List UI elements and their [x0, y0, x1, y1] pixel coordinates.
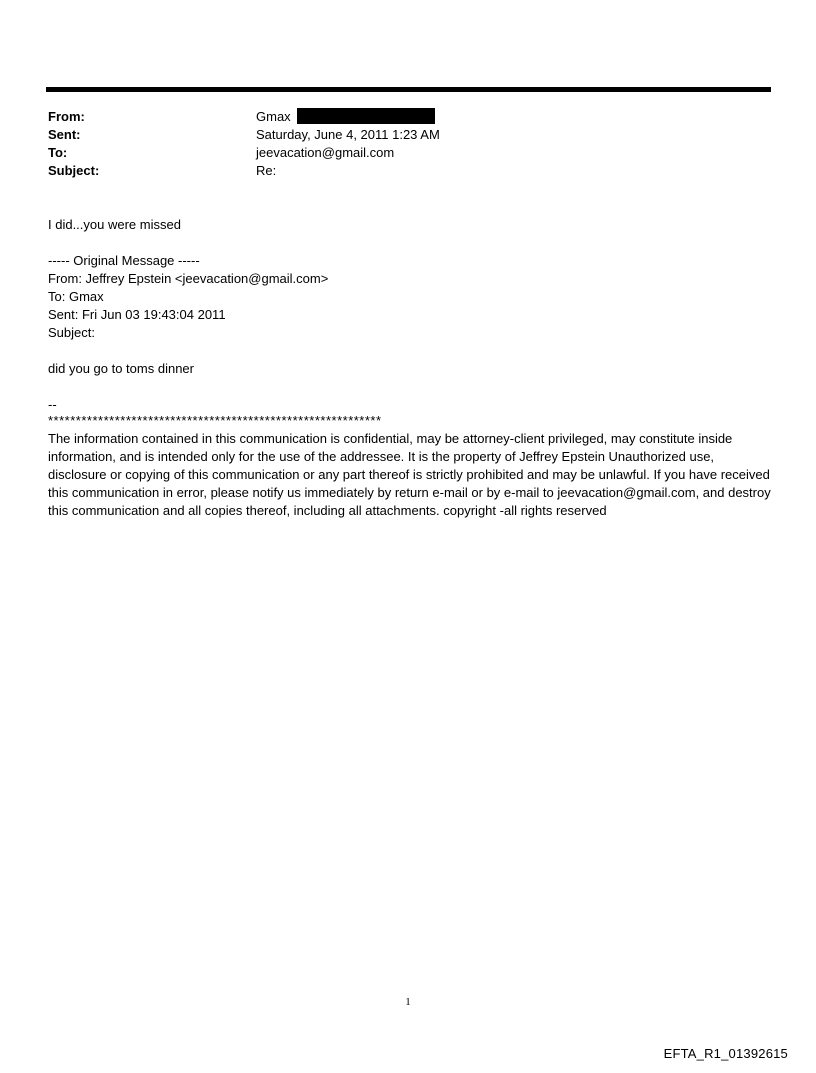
header-divider [46, 87, 771, 92]
from-name: Gmax [256, 109, 291, 124]
subject-label: Subject: [48, 163, 100, 178]
original-to: To: Gmax [48, 289, 104, 304]
from-row [48, 108, 440, 126]
reply-text: I did...you were missed [48, 217, 181, 232]
confidentiality-disclaimer: The information contained in this communication is confidential, may be attorney-client privileged, may constitute inside information, and is intended only for the use of the addressee. It is the property of Jeffrey Epstein Unauthorized use, disclosure or copying of this communication or any part thereof is strictly prohibited and may be unlawful. If you have received this communication in error, please notify us immediately by return e-mail or by e-mail to jeevacation@gmail.com, and destroy this communication and all copies thereof, including all attachments. copyright -all rights reserved [48, 431, 771, 518]
bates-number: EFTA_R1_01392615 [663, 1046, 788, 1061]
from-value [256, 108, 435, 126]
from-label: From: [48, 109, 85, 124]
subject-row [48, 162, 440, 180]
original-body: did you go to toms dinner [48, 361, 194, 376]
email-header [48, 108, 440, 180]
original-message-heading: ----- Original Message ----- [48, 253, 200, 268]
sent-value: Saturday, June 4, 2011 1:23 AM [256, 127, 440, 142]
to-row [48, 144, 440, 162]
asterisk-divider: ************************************************************ [48, 413, 382, 428]
page-number: 1 [405, 996, 411, 1008]
redaction-box [297, 108, 435, 124]
original-sent: Sent: Fri Jun 03 19:43:04 2011 [48, 307, 226, 322]
to-value: jeevacation@gmail.com [256, 145, 395, 160]
to-label: To: [48, 145, 68, 160]
sent-row [48, 126, 440, 144]
original-from: From: Jeffrey Epstein <jeevacation@gmail.com> [48, 271, 329, 286]
sent-label: Sent: [48, 127, 81, 142]
subject-value: Re: [256, 163, 277, 178]
original-subject: Subject: [48, 325, 95, 340]
signature-dashes: -- [48, 397, 57, 412]
